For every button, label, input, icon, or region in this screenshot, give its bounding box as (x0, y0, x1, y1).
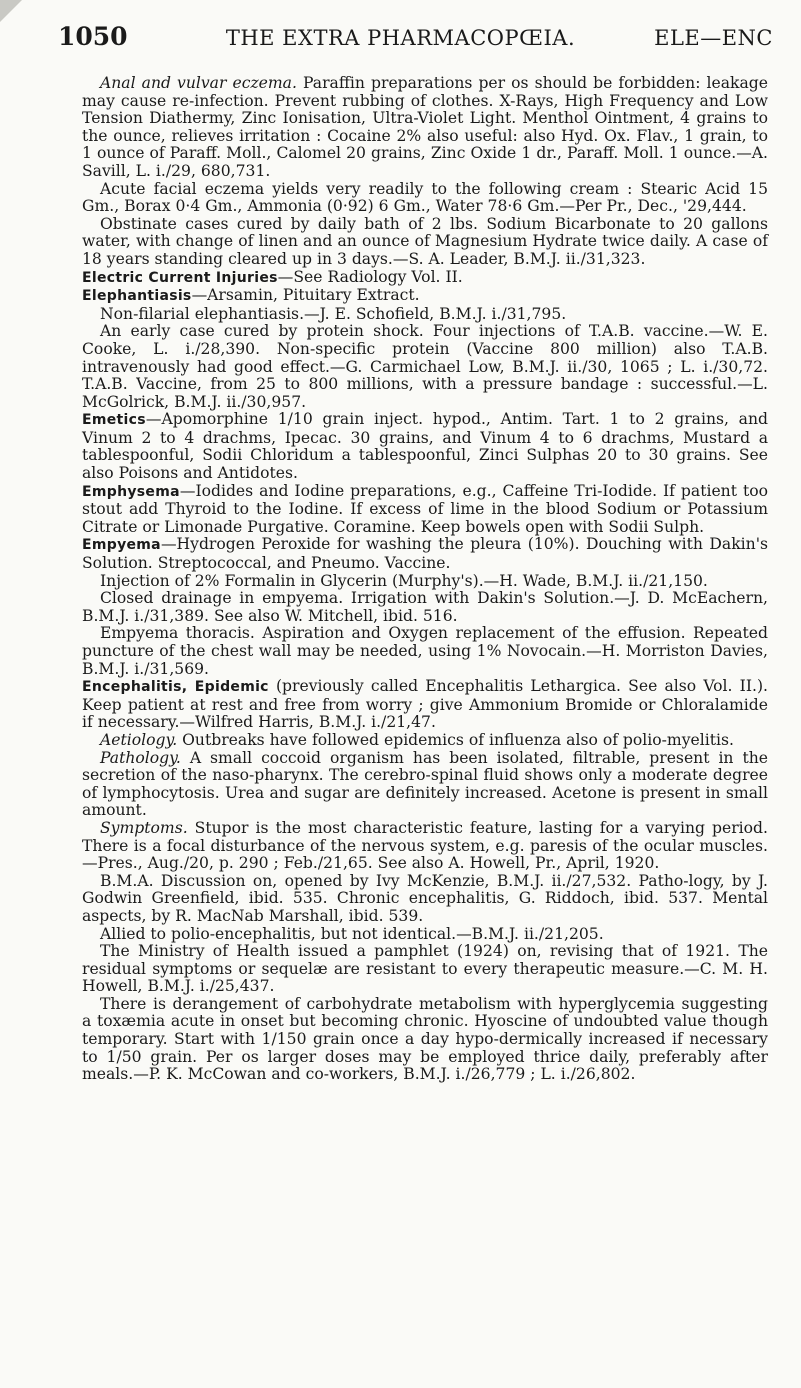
paragraph-text: Paraffin preparations per os should be forbidden: leakage may cause re-infection. Prevent rubbing of clothes. X-Rays, High Frequency and Low Tension Diathermy, Zinc Ionisation, Ultra-Violet Light. Menthol Ointment, 4 grains to the ounce, relieves irritation : Cocaine 2% also useful: also Hyd. Ox. Flav., 1 grain, to 1 ounce of Paraff. Moll., Calomel 20 grains, Zinc Oxide 1 dr., Paraff. Moll. 1 ounce.—A. Savill, L. i./29, 680,731. (82, 74, 768, 180)
paragraph-text: —Arsamin, Pituitary Extract. (191, 286, 420, 305)
paragraph (82, 625, 768, 678)
paragraph (82, 750, 768, 820)
paragraph-text: Non-filarial elephantiasis.—J. E. Schofield, B.M.J. i./31,795. (100, 304, 567, 323)
entry-elephantiasis (82, 287, 768, 306)
paragraph-text: —Apomorphine 1/10 grain inject. hypod., Antim. Tart. 1 to 2 grains, and Vinum 2 to 4 drachms, Ipecac. 30 grains, and Vinum 4 to 6 drachms, Mustard a tablespoonful, Sodii Chloridum a tablespoonful, Zinci Sulphas 20 to 30 grains. See also Poisons and Antidotes. (82, 410, 768, 483)
paragraph (82, 323, 768, 411)
paragraph (82, 732, 768, 750)
entry-heading: Encephalitis, Epidemic (82, 679, 269, 696)
entry-encephalitis-epidemic (82, 678, 768, 732)
paragraph-lead: Anal and vulvar eczema. (100, 74, 297, 92)
entry-electric-current-injuries (82, 269, 768, 288)
entry-heading: Emphysema (82, 483, 180, 500)
paragraph-text: Closed drainage in empyema. Irrigation with Dakin's Solution.—J. D. McEachern, B.M.J. i./31,389. See also W. Mitchell, ibid. 516. (82, 589, 768, 625)
page-header (58, 22, 773, 58)
page-number: 1050 (58, 22, 128, 51)
entry-emetics (82, 411, 768, 482)
paragraph-text: Stupor is the most characteristic feature, lasting for a varying period. There is a focal disturbance of the nervous system, e.g. paresis of the ocular muscles.—Pres., Aug./20, p. 290 ; Feb./21,65. See also A. Howell, Pr., April, 1920. (82, 818, 768, 873)
paragraph-text: Empyema thoracis. Aspiration and Oxygen replacement of the effusion. Repeated puncture of the chest wall may be needed, using 1% Novocain.—H. Morriston Davies, B.M.J. i./31,569. (82, 624, 768, 678)
paragraph (82, 216, 768, 269)
paragraph-text: —See Radiology Vol. II. (277, 267, 463, 286)
paragraph (82, 926, 768, 944)
entry-emphysema (82, 483, 768, 537)
entry-heading: Empyema (82, 537, 161, 554)
entry-heading: Emetics (82, 412, 146, 429)
paragraph (82, 75, 768, 181)
paragraph-text: The Ministry of Health issued a pamphlet (1924) on, revising that of 1921. The residual symptoms or sequelæ are resistant to every therapeutic measure.—C. M. H. Howell, B.M.J. i./25,437. (82, 942, 768, 996)
paragraph (82, 873, 768, 926)
entry-heading: Electric Current Injuries (82, 269, 278, 286)
paragraph-text: B.M.A. Discussion on, opened by Ivy McKenzie, B.M.J. ii./27,532. Patho-logy, by J. Godwin Greenfield, ibid. 535. Chronic encephalitis, G. Riddoch, ibid. 537. Mental aspects, by R. MacNab Marshall, ibid. 539. (82, 871, 768, 925)
paragraph (82, 820, 768, 873)
paragraph-text: There is derangement of carbohydrate metabolism with hyperglycemia suggesting a toxæmia acute in onset but becoming chronic. Hyoscine of undoubted value though temporary. Start with 1/150 grain once a day hypo-dermically increased if necessary to 1/50 grain. Per os larger doses may be employed thrice daily, preferably after meals.—P. K. McCowan and co-workers, B.M.J. i./26,779 ; L. i./26,802. (82, 994, 768, 1084)
paragraph-text: —Hydrogen Peroxide for washing the pleura (10%). Douching with Dakin's Solution. Streptococcal, and Pneumo. Vaccine. (82, 535, 768, 573)
paragraph-text: A small coccoid organism has been isolated, filtrable, present in the secretion of the naso-pharynx. The cerebro-spinal fluid shows only a moderate degree of lymphocytosis. Urea and sugar are definitely increased. Acetone is present in small amount. (82, 748, 768, 820)
paragraph-text: Obstinate cases cured by daily bath of 2 lbs. Sodium Bicarbonate to 20 gallons water, with change of linen and an ounce of Magnesium Hydrate twice daily. A case of 18 years standing cleared up in 3 days.—S. A. Leader, B.M.J. ii./31,323. (82, 214, 768, 268)
page-corner-fold (0, 0, 22, 22)
paragraph-text: Acute facial eczema yields very readily to the following cream : Stearic Acid 15 Gm., Borax 0·4 Gm., Ammonia (0·92) 6 Gm., Water 78·6 Gm.—Per Pr., Dec., '29,444. (82, 179, 768, 216)
paragraph-lead: Pathology. (100, 748, 181, 767)
entry-empyema (82, 536, 768, 572)
paragraph-text: Allied to polio-encephalitis, but not identical.—B.M.J. ii./21,205. (100, 924, 604, 943)
paragraph-text: (previously called Encephalitis Lethargica. See also Vol. II.). Keep patient at rest and free from worry ; give Ammonium Bromide or Chloralamide if necessary.—Wilfred Harris, B.M.J. i./21,47. (82, 677, 768, 732)
paragraph (82, 573, 768, 591)
paragraph-lead: Symptoms. (100, 818, 188, 837)
paragraph (82, 306, 768, 324)
paragraph-text: —Iodides and Iodine preparations, e.g., Caffeine Tri-Iodide. If patient too stout add Thyroid to the Iodine. If excess of lime in the blood Sodium or Potassium Citrate or Limonade Purgative. Coramine. Keep bowels open with Sodii Sulph. (82, 481, 768, 536)
paragraph (82, 590, 768, 625)
paragraph (82, 943, 768, 996)
paragraph-text: Outbreaks have followed epidemics of influenza also of polio-myelitis. (177, 730, 734, 749)
paragraph-text: Injection of 2% Formalin in Glycerin (Murphy's).—H. Wade, B.M.J. ii./21,150. (100, 571, 708, 590)
paragraph-text: An early case cured by protein shock. Four injections of T.A.B. vaccine.—W. E. Cooke, L. i./28,390. Non-specific protein (Vaccine 800 million) also T.A.B. intravenously had good effect.—G. Carmichael Low, B.M.J. ii./30, 1065 ; L. i./30,72. T.A.B. Vaccine, from 25 to 800 millions, with a pressure bandage : successful.—L. McGolrick, B.M.J. ii./30,957. (82, 322, 768, 411)
entry-heading: Elephantiasis (82, 288, 192, 305)
paragraph (82, 996, 768, 1084)
entry-range: ELE—ENC (654, 26, 773, 50)
running-title: THE EXTRA PHARMACOPŒIA. (225, 26, 576, 50)
paragraph (82, 181, 768, 216)
page-body (82, 75, 768, 1084)
paragraph-lead: Aetiology. (100, 730, 178, 749)
